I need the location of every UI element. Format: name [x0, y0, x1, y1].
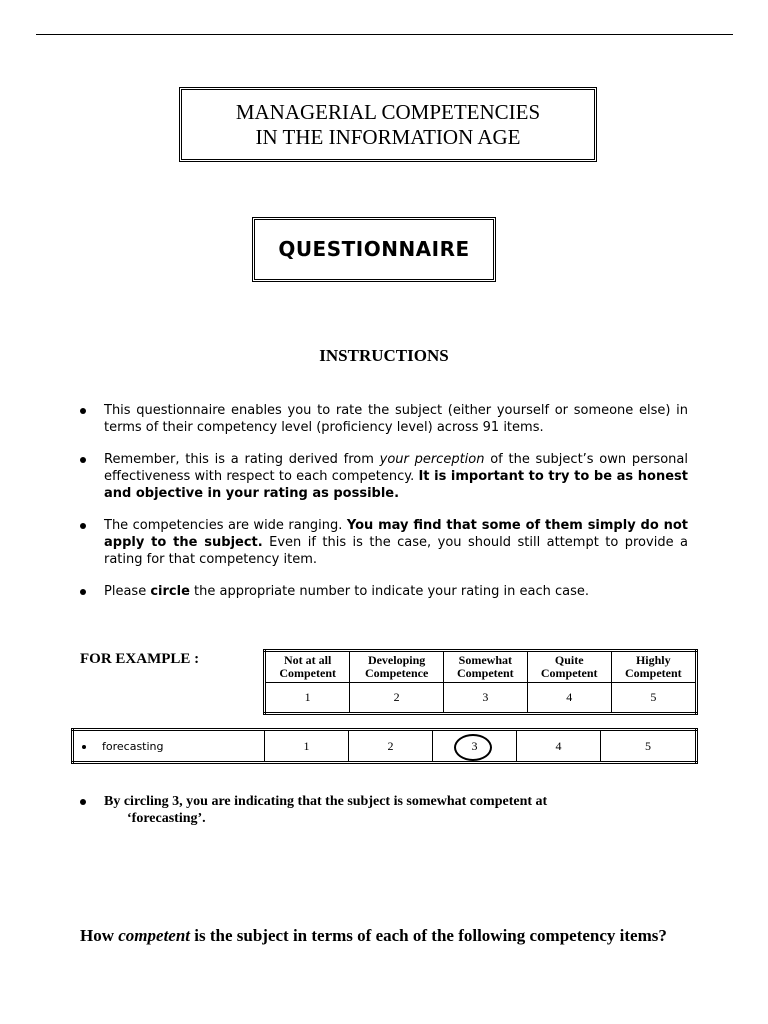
scale-header-1-top: Not at all [284, 653, 332, 667]
instruction-text-2-emphasis: your perception [379, 452, 485, 467]
example-rating-row [71, 728, 698, 764]
rating-scale-table [263, 649, 698, 715]
instruction-text-2-bold: It is important to try to be as honest and objective in your rating as possible. [104, 469, 688, 501]
rating-option-5[interactable]: 5 [601, 730, 697, 763]
example-explanation [80, 793, 680, 827]
question-emphasis: competent [118, 926, 191, 945]
scale-header-1 [265, 651, 350, 683]
scale-header-2 [350, 651, 444, 683]
explanation-line-1: By circling 3, you are indicating that the subject is somewhat competent at [104, 794, 548, 809]
question-post: is the subject in terms of each of the following competency items? [190, 926, 667, 945]
scale-header-4 [527, 651, 611, 683]
bullet-icon [82, 745, 86, 749]
bullet-icon [80, 589, 86, 595]
questionnaire-label: QUESTIONNAIRE [278, 237, 470, 261]
document-title [182, 100, 594, 150]
questionnaire-box [252, 217, 496, 282]
table-row [73, 730, 697, 763]
scale-header-3-top: Somewhat [458, 653, 512, 667]
scale-value-4: 4 [527, 683, 611, 714]
instruction-text-4a: Please [104, 584, 151, 599]
scale-header-1-bottom: Competent [279, 666, 336, 680]
title-box [179, 87, 597, 162]
instruction-item-2 [80, 451, 688, 502]
bullet-icon [80, 408, 86, 414]
explanation-line-2: ‘forecasting’. [127, 811, 206, 826]
instruction-text-2b: of the subject’s own personal effectiveness with respect to each competency. [104, 452, 688, 484]
instruction-item-4 [80, 583, 688, 600]
instruction-text-4b: the appropriate number to indicate your rating in each case. [189, 584, 589, 599]
rating-option-1[interactable]: 1 [265, 730, 349, 763]
rating-option-4[interactable]: 4 [517, 730, 601, 763]
instruction-text-3a: The competencies are wide ranging. [104, 518, 347, 533]
top-rule [36, 34, 733, 35]
circled-rating: 3 [471, 738, 478, 753]
scale-header-4-top: Quite [554, 653, 584, 667]
instructions-list [80, 402, 688, 615]
scale-value-1: 1 [265, 683, 350, 714]
instruction-item-1 [80, 402, 688, 436]
example-item-label: forecasting [102, 739, 164, 753]
bullet-icon [80, 523, 86, 529]
scale-header-2-bottom: Competence [364, 666, 429, 680]
bullet-icon [80, 457, 86, 463]
rating-option-2[interactable]: 2 [349, 730, 433, 763]
example-item-cell [73, 730, 265, 763]
scale-header-5-top: Highly [635, 653, 671, 667]
instruction-item-3 [80, 517, 688, 568]
rating-option-3[interactable] [433, 730, 517, 763]
instruction-text-1: This questionnaire enables you to rate the subject (either yourself or someone else) in terms of their competency level (proficiency level) across 91 items. [104, 403, 688, 435]
instruction-text-4-bold: circle [150, 584, 190, 599]
bullet-icon [80, 799, 86, 805]
instruction-text-2a: Remember, this is a rating derived from [104, 452, 380, 467]
scale-value-2: 2 [350, 683, 444, 714]
scale-value-3: 3 [443, 683, 527, 714]
scale-header-3-bottom: Competent [457, 666, 514, 680]
scale-header-5-bottom: Competent [624, 666, 682, 680]
question-pre: How [80, 926, 119, 945]
scale-header-2-top: Developing [367, 653, 426, 667]
instructions-heading: INSTRUCTIONS [319, 346, 449, 365]
title-line-2: IN THE INFORMATION AGE [255, 125, 521, 149]
example-label: FOR EXAMPLE : [80, 651, 200, 667]
scale-header-3 [443, 651, 527, 683]
scale-header-4-bottom: Competent [540, 666, 598, 680]
scale-value-5: 5 [611, 683, 696, 714]
title-line-1: MANAGERIAL COMPETENCIES [235, 100, 541, 124]
instruction-text-3b: Even if this is the case, you should still attempt to provide a rating for that competency item. [104, 535, 688, 567]
main-question [80, 926, 700, 946]
scale-header-5 [611, 651, 696, 683]
instruction-text-3-bold: You may find that some of them simply do not apply to the subject. [104, 518, 688, 550]
